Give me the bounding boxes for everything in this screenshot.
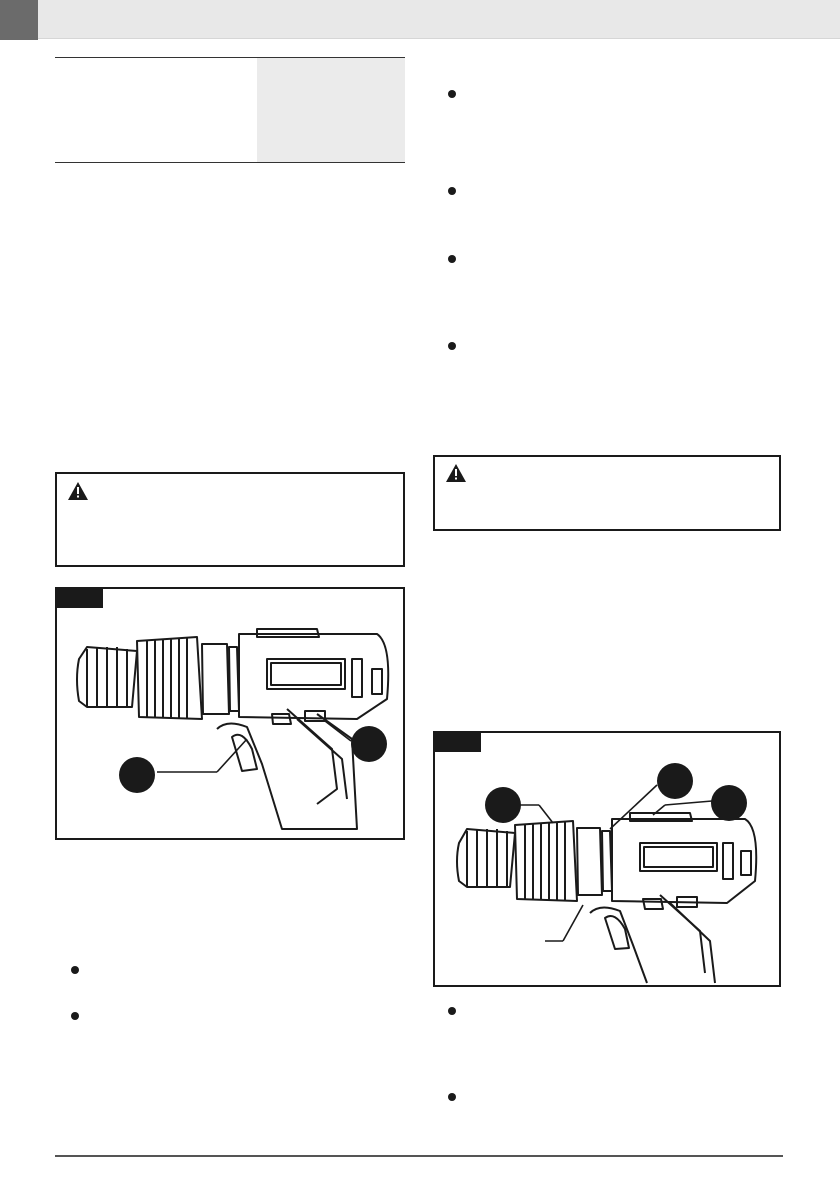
callout-marker (351, 726, 387, 762)
figure-1-label-tab (57, 589, 103, 608)
warning-box-right (433, 455, 781, 531)
bullet-dot-icon (448, 90, 456, 98)
figure-1 (55, 587, 405, 840)
drill-illustration-1 (57, 589, 403, 838)
warning-triangle-icon (445, 463, 467, 483)
warning-triangle-icon (67, 481, 89, 501)
figure-2-label-tab (435, 733, 481, 752)
spec-table (55, 57, 405, 163)
callout-marker (711, 785, 747, 821)
spec-table-shaded-cell (257, 58, 405, 162)
page-header-tab (0, 0, 38, 40)
figure-2 (433, 731, 781, 987)
callout-marker (119, 757, 155, 793)
bullet-dot-icon (448, 1093, 456, 1101)
drill-illustration-2 (435, 733, 779, 985)
footer-rule (55, 1155, 783, 1157)
warning-box-left (55, 472, 405, 567)
bullet-dot-icon (71, 966, 79, 974)
bullet-dot-icon (448, 187, 456, 195)
bullet-dot-icon (71, 1012, 79, 1020)
callout-marker (485, 787, 521, 823)
bullet-dot-icon (448, 255, 456, 263)
bullet-dot-icon (448, 342, 456, 350)
callout-marker (657, 763, 693, 799)
page-header-bar (0, 0, 840, 39)
bullet-dot-icon (448, 1007, 456, 1015)
